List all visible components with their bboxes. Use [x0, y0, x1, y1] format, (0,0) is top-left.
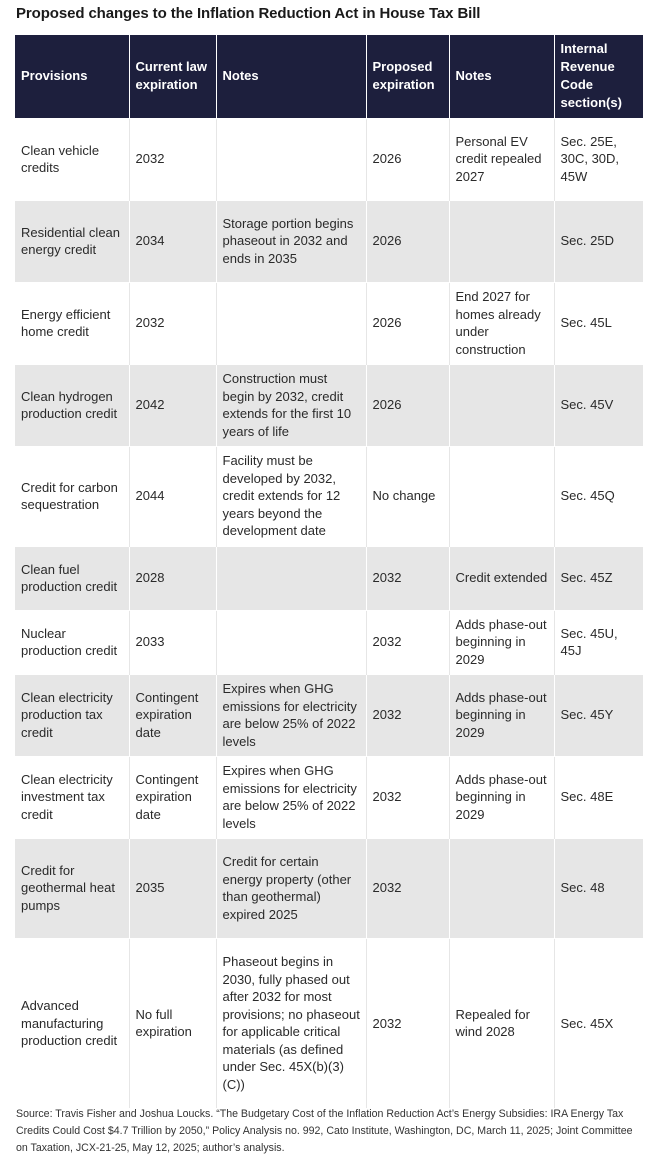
cell-proposed-notes — [449, 446, 554, 546]
header-current-law-expiration: Current law expiration — [129, 35, 216, 118]
cell-current-notes: Expires when GHG emissions for electricity are below 25% of 2022 levels — [216, 756, 366, 838]
table-row — [15, 838, 643, 938]
cell-current-expiration: Contingent expiration date — [129, 674, 216, 756]
header-proposed-expiration: Proposed expiration — [366, 35, 449, 118]
cell-current-notes — [216, 282, 366, 364]
cell-current-notes — [216, 118, 366, 200]
cell-current-notes: Expires when GHG emissions for electricity are below 25% of 2022 levels — [216, 674, 366, 756]
cell-proposed-notes: Personal EV credit repealed 2027 — [449, 118, 554, 200]
cell-proposed-notes: Adds phase-out beginning in 2029 — [449, 756, 554, 838]
header-current-notes: Notes — [216, 35, 366, 118]
cell-irc-section: Sec. 45U, 45J — [554, 610, 643, 674]
cell-proposed-expiration: 2032 — [366, 546, 449, 610]
page-title: Proposed changes to the Inflation Reduction Act in House Tax Bill — [16, 5, 481, 22]
cell-proposed-expiration: 2032 — [366, 838, 449, 938]
cell-proposed-expiration: 2026 — [366, 118, 449, 200]
header-provisions: Provisions — [15, 35, 129, 118]
cell-current-notes — [216, 546, 366, 610]
cell-irc-section: Sec. 45X — [554, 938, 643, 1108]
table-row — [15, 446, 643, 546]
cell-provision: Clean vehicle credits — [15, 118, 129, 200]
cell-current-expiration: 2032 — [129, 282, 216, 364]
cell-proposed-expiration: No change — [366, 446, 449, 546]
cell-current-notes: Construction must begin by 2032, credit extends for the first 10 years of life — [216, 364, 366, 446]
cell-proposed-notes — [449, 364, 554, 446]
cell-proposed-expiration: 2032 — [366, 756, 449, 838]
cell-current-notes: Storage portion begins phaseout in 2032 and ends in 2035 — [216, 200, 366, 282]
table-header-row — [15, 35, 643, 118]
cell-proposed-expiration: 2026 — [366, 364, 449, 446]
cell-provision: Clean electricity production tax credit — [15, 674, 129, 756]
cell-current-expiration: 2028 — [129, 546, 216, 610]
cell-current-notes — [216, 610, 366, 674]
table-row — [15, 118, 643, 200]
cell-irc-section: Sec. 45L — [554, 282, 643, 364]
cell-proposed-notes: Adds phase-out beginning in 2029 — [449, 610, 554, 674]
cell-proposed-expiration: 2032 — [366, 938, 449, 1108]
cell-provision: Clean electricity investment tax credit — [15, 756, 129, 838]
cell-current-expiration: 2044 — [129, 446, 216, 546]
cell-provision: Energy efficient home credit — [15, 282, 129, 364]
cell-current-expiration: 2035 — [129, 838, 216, 938]
table-row — [15, 546, 643, 610]
source-note: Source: Travis Fisher and Joshua Loucks. “The Budgetary Cost of the Inflation Reduction Act’s Energy Subsidies: IRA Energy Tax Credits Could Cost $4.7 Trillion by 2050,” Policy Analysis no. 992, Cato Institute, Washington, DC, March 11, 2025; Joint Committee on Taxation, JCX-21-25, May 12, 2025; author’s analysis. — [16, 1108, 633, 1154]
cell-current-expiration: 2033 — [129, 610, 216, 674]
cell-current-notes: Credit for certain energy property (other than geothermal) expired 2025 — [216, 838, 366, 938]
cell-proposed-notes: Credit extended — [449, 546, 554, 610]
header-proposed-notes: Notes — [449, 35, 554, 118]
cell-provision: Nuclear production credit — [15, 610, 129, 674]
cell-current-expiration: 2042 — [129, 364, 216, 446]
cell-irc-section: Sec. 45Z — [554, 546, 643, 610]
cell-current-expiration: 2034 — [129, 200, 216, 282]
table-row — [15, 674, 643, 756]
table-row — [15, 282, 643, 364]
table-row — [15, 200, 643, 282]
cell-proposed-expiration: 2032 — [366, 610, 449, 674]
cell-proposed-notes — [449, 200, 554, 282]
cell-provision: Credit for carbon sequestration — [15, 446, 129, 546]
cell-irc-section: Sec. 25D — [554, 200, 643, 282]
cell-current-expiration: 2032 — [129, 118, 216, 200]
table-row — [15, 364, 643, 446]
cell-provision: Credit for geothermal heat pumps — [15, 838, 129, 938]
cell-proposed-expiration: 2026 — [366, 282, 449, 364]
cell-irc-section: Sec. 45Q — [554, 446, 643, 546]
cell-provision: Clean fuel production credit — [15, 546, 129, 610]
cell-proposed-notes: Adds phase-out beginning in 2029 — [449, 674, 554, 756]
cell-proposed-notes: End 2027 for homes already under construction — [449, 282, 554, 364]
cell-irc-section: Sec. 48 — [554, 838, 643, 938]
cell-current-expiration: Contingent expiration date — [129, 756, 216, 838]
cell-current-notes: Phaseout begins in 2030, fully phased out after 2032 for most provisions; no phaseout for applicable critical materials (as defined under Sec. 45X(b)(3)(C)) — [216, 938, 366, 1108]
cell-provision: Advanced manufacturing production credit — [15, 938, 129, 1108]
cell-irc-section: Sec. 45V — [554, 364, 643, 446]
ira-changes-table — [15, 35, 643, 1108]
cell-current-expiration: No full expiration — [129, 938, 216, 1108]
cell-proposed-expiration: 2032 — [366, 674, 449, 756]
cell-proposed-expiration: 2026 — [366, 200, 449, 282]
cell-irc-section: Sec. 25E, 30C, 30D, 45W — [554, 118, 643, 200]
table-row — [15, 610, 643, 674]
cell-irc-section: Sec. 45Y — [554, 674, 643, 756]
header-irc-sections: Internal Revenue Code section(s) — [560, 41, 622, 111]
cell-provision: Clean hydrogen production credit — [15, 364, 129, 446]
cell-proposed-notes — [449, 838, 554, 938]
table-row — [15, 756, 643, 838]
table-row — [15, 938, 643, 1108]
cell-current-notes: Facility must be developed by 2032, credit extends for 12 years beyond the development date — [216, 446, 366, 546]
cell-irc-section: Sec. 48E — [554, 756, 643, 838]
cell-proposed-notes: Repealed for wind 2028 — [449, 938, 554, 1108]
cell-provision: Residential clean energy credit — [15, 200, 129, 282]
